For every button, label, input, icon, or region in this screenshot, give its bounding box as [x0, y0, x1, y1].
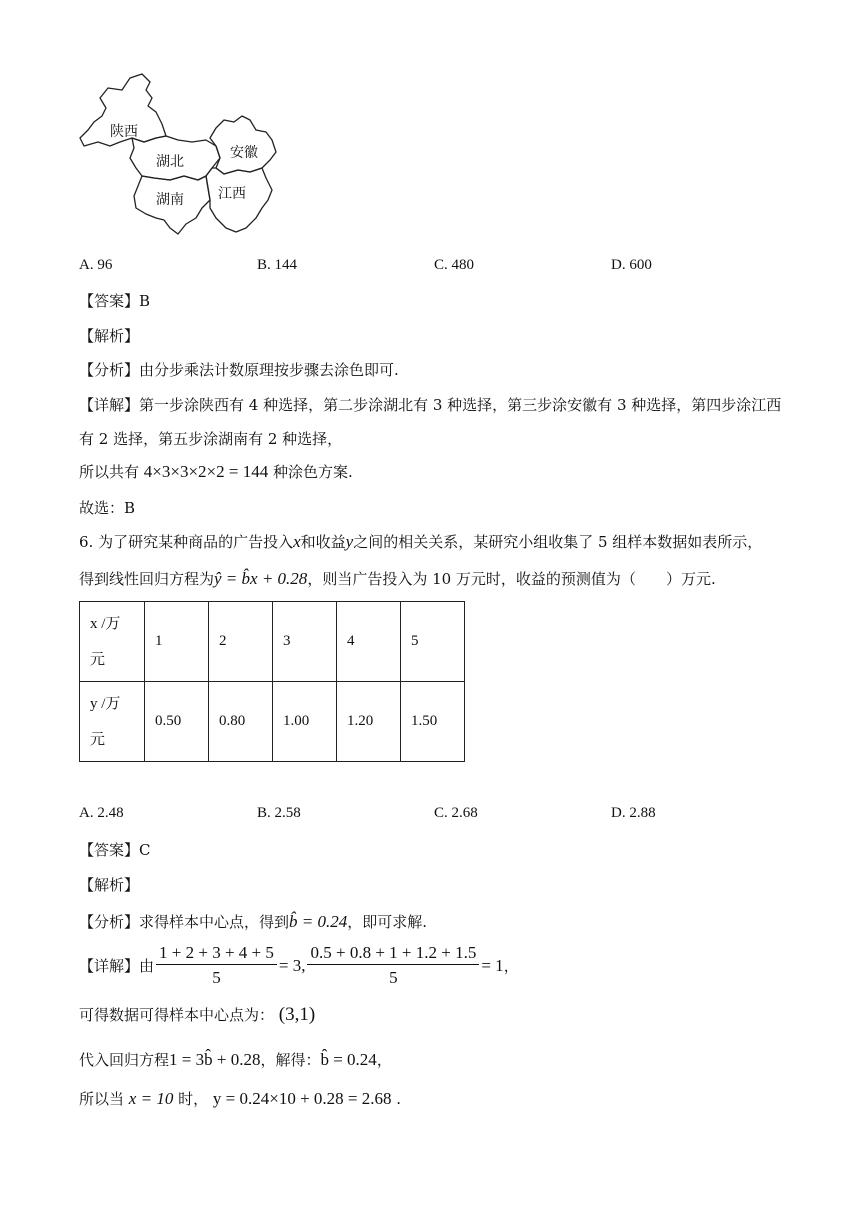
q5-total-line [79, 461, 353, 482]
q6-stem-end: 之间的相关关系，某研究小组收集了 5 组样本数据如表所示， [353, 533, 763, 551]
q6-answer-label: 【答案】 [79, 841, 140, 859]
q6-stem-2b: ，则当广告投入为 10 万元时，收益的预测值为（ ）万元. [307, 570, 716, 588]
q6-stem-line2 [79, 568, 716, 589]
map-label-shaanxi: 陕西 [110, 124, 138, 140]
q5-fenxi-label: 【分析】 [79, 361, 140, 379]
q5-choice: 故选：B [79, 499, 136, 517]
q6-final-a: 所以当 [79, 1090, 125, 1108]
q6-final-b: 时， [178, 1090, 209, 1108]
q5-xiangjie-line1 [79, 394, 781, 415]
table-cell: 5 [401, 602, 465, 682]
q5-fenxi-line [79, 359, 399, 380]
q5-fenxi-text: 由分步乘法计数原理按步骤去涂色即可. [139, 361, 399, 379]
q5-xiangjie-line2: 有 2 选择，第五步涂湖南有 2 种选择， [79, 430, 343, 448]
q6-substitute-end: ， [376, 1051, 392, 1069]
q5-total-prefix: 所以共有 [79, 463, 140, 481]
q5-answer-label: 【答案】 [79, 292, 140, 310]
table-header-y [80, 682, 145, 762]
q6-fraction-2-den: 5 [389, 968, 398, 987]
table-header-x-line1: x /万 [90, 615, 121, 632]
q5-option-b: B. 144 [257, 257, 298, 273]
table-header-y-line1: y /万 [90, 695, 121, 712]
table-cell: 4 [337, 602, 401, 682]
table-header-x [80, 602, 145, 682]
q6-analysis-label: 【解析】 [79, 876, 140, 894]
q6-final-expr: y = 0.24×10 + 0.28 = 2.68 [212, 1089, 392, 1108]
q6-option-c: C. 2.68 [434, 805, 478, 821]
q6-substitute-b: ，解得： [260, 1051, 321, 1069]
q6-option-a: A. 2.48 [79, 805, 124, 821]
q6-option-d: D. 2.88 [611, 805, 656, 821]
q6-stem-2a: 得到线性回归方程为 [79, 570, 215, 588]
q6-option-b: B. 2.58 [257, 805, 301, 821]
q6-center-point: (3,1) [278, 1004, 316, 1025]
q6-fraction-1 [156, 944, 277, 987]
q6-fraction-2-num: 0.5 + 0.8 + 1 + 1.2 + 1.5 [307, 944, 479, 965]
table-row-x [80, 602, 465, 682]
q6-solve-expr: b̂ = 0.24 [320, 1050, 377, 1069]
q6-fenxi-line [79, 911, 427, 932]
q5-xiangjie-label: 【详解】 [79, 396, 140, 414]
q6-eq1: = 3, [278, 955, 306, 975]
q5-option-a: A. 96 [79, 257, 113, 273]
q6-stem-a: 6. 为了研究某种商品的广告投入 [79, 533, 294, 551]
table-header-y-line2: 元 [90, 731, 106, 748]
q6-center-line [79, 1004, 315, 1026]
province-map-figure [70, 68, 300, 243]
q6-fenxi-label: 【分析】 [79, 913, 140, 931]
q6-final-line [79, 1088, 401, 1109]
q6-fenxi-expr: b̂ = 0.24 [289, 912, 348, 931]
q6-stem-mid: 和收益 [300, 533, 346, 551]
q6-stem-y: y [345, 532, 354, 551]
q6-data-table [79, 601, 465, 762]
table-header-x-line2: 元 [90, 651, 106, 668]
q6-eq2: = 1 [481, 955, 504, 975]
table-cell: 1 [145, 602, 209, 682]
q6-fenxi-c: ，即可求解. [347, 913, 428, 931]
q5-option-c: C. 480 [434, 257, 475, 273]
table-cell: 1.00 [273, 682, 337, 762]
table-cell: 3 [273, 602, 337, 682]
province-map-svg [70, 68, 300, 243]
q6-xiangjie-you: 由 [139, 957, 155, 975]
q6-fraction-1-num: 1 + 2 + 3 + 4 + 5 [156, 944, 277, 965]
q6-fraction-2 [307, 944, 479, 987]
table-cell: 1.20 [337, 682, 401, 762]
map-label-jiangxi: 江西 [218, 186, 246, 202]
q6-answer-line [79, 839, 151, 860]
table-cell: 0.50 [145, 682, 209, 762]
map-label-anhui: 安徽 [230, 145, 258, 161]
q6-substitute-line [79, 1049, 392, 1070]
q6-final-end: . [396, 1090, 402, 1108]
q6-eq2-end: ， [503, 957, 519, 975]
table-cell: 0.80 [209, 682, 273, 762]
q6-xiangjie-label: 【详解】 [79, 957, 140, 975]
q6-fraction-1-den: 5 [212, 968, 221, 987]
q6-substitute-a: 代入回归方程 [79, 1051, 170, 1069]
table-cell: 1.50 [401, 682, 465, 762]
map-label-hunan: 湖南 [156, 192, 184, 208]
table-cell: 2 [209, 602, 273, 682]
table-row-y [80, 682, 465, 762]
q6-regression: ŷ = b̂x + 0.28 [214, 569, 308, 588]
q6-final-cond: x = 10 [128, 1089, 174, 1108]
q5-answer-line [79, 290, 150, 311]
q6-xiangjie-line1 [79, 944, 519, 987]
q5-answer: B [139, 292, 151, 310]
q5-option-d: D. 600 [611, 257, 652, 273]
q5-analysis-label: 【解析】 [79, 327, 140, 345]
q6-center-text: 可得数据可得样本中心点为： [79, 1006, 275, 1024]
q5-xiangjie-text1: 第一步涂陕西有 4 种选择，第二步涂湖北有 3 种选择，第三步涂安徽有 3 种选择，第四步涂江西 [139, 396, 782, 414]
q6-stem-line1 [79, 531, 762, 552]
q5-total-expr: 4×3×3×2×2 = 144 [143, 462, 269, 481]
q6-substitute-expr: 1 = 3b̂ + 0.28 [169, 1050, 261, 1069]
q6-stem-x: x [293, 532, 301, 551]
map-label-hubei: 湖北 [156, 154, 184, 170]
q6-fenxi-a: 求得样本中心点，得到 [139, 913, 290, 931]
q6-answer: C [139, 841, 151, 859]
q5-total-suffix: 种涂色方案. [273, 463, 353, 481]
